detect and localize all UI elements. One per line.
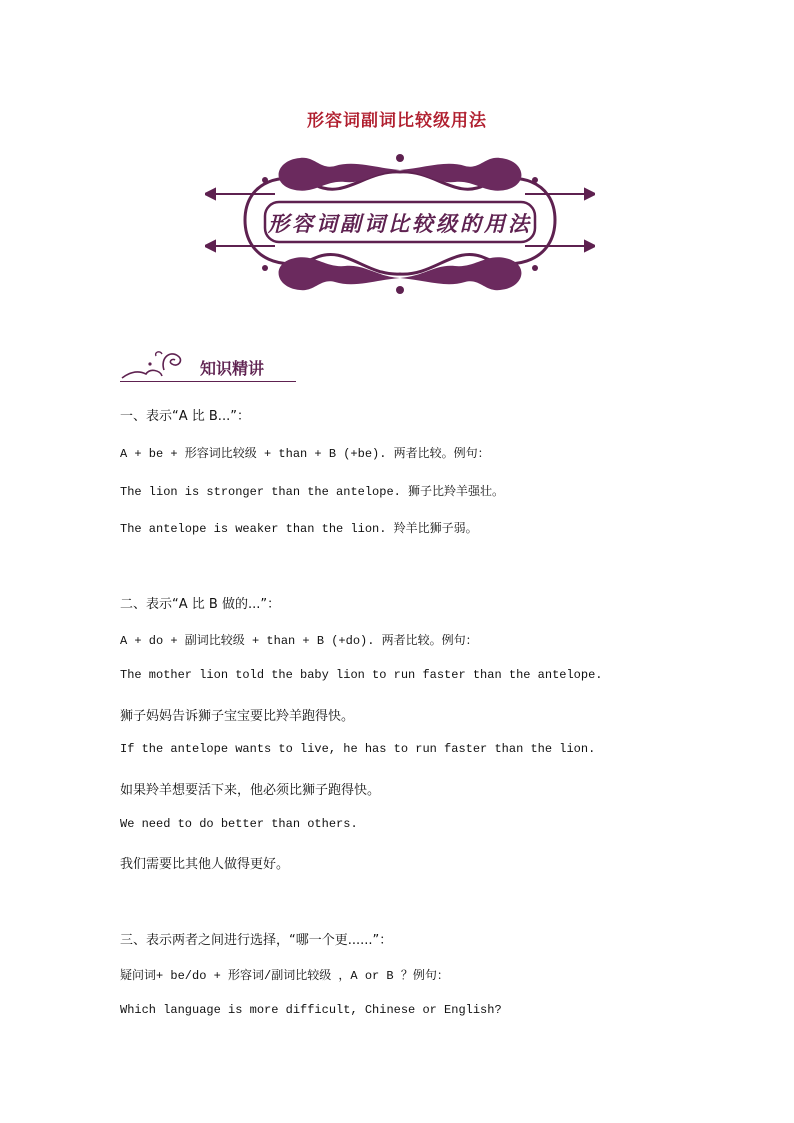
- heading-1: 一、表示“A 比 B...”：: [120, 409, 250, 424]
- formula-1: A + be + 形容词比较级 + than + B (+be). 两者比较。例句：: [120, 447, 490, 461]
- section-underline: [120, 381, 296, 382]
- example-2a-cn: 狮子妈妈告诉狮子宝宝要比羚羊跑得快。: [120, 709, 355, 724]
- example-2b-cn: 如果羚羊想要活下来，他必须比狮子跑得快。: [120, 783, 381, 798]
- banner-title: 形容词副词比较级的用法: [268, 211, 532, 236]
- decorative-banner: [205, 150, 595, 298]
- heading-2: 二、表示“A 比 B 做的...”：: [120, 597, 281, 612]
- formula-3: 疑问词+ be/do + 形容词/副词比较级 ，A or B ？例句：: [120, 969, 449, 983]
- example-3a: Which language is more difficult, Chinese or English?: [120, 1003, 502, 1017]
- heading-3: 三、表示两者之间进行选择，“哪一个更......”：: [120, 933, 393, 948]
- page-title: 形容词副词比较级用法: [307, 111, 487, 131]
- example-2b: If the antelope wants to live, he has to run faster than the lion.: [120, 742, 596, 756]
- example-2a: The mother lion told the baby lion to run faster than the antelope.: [120, 668, 603, 682]
- section-label: 知识精讲: [200, 359, 265, 378]
- example-2c: We need to do better than others.: [120, 817, 358, 831]
- section-heading: [120, 348, 298, 384]
- example-1a: The lion is stronger than the antelope. 狮子比羚羊强壮。: [120, 485, 505, 499]
- swirl-ornament-icon: [120, 348, 190, 380]
- example-1b: The antelope is weaker than the lion. 羚羊比狮子弱。: [120, 522, 478, 536]
- example-2c-cn: 我们需要比其他人做得更好。: [120, 857, 290, 872]
- formula-2: A + do + 副词比较级 + than + B (+do). 两者比较。例句：: [120, 634, 478, 648]
